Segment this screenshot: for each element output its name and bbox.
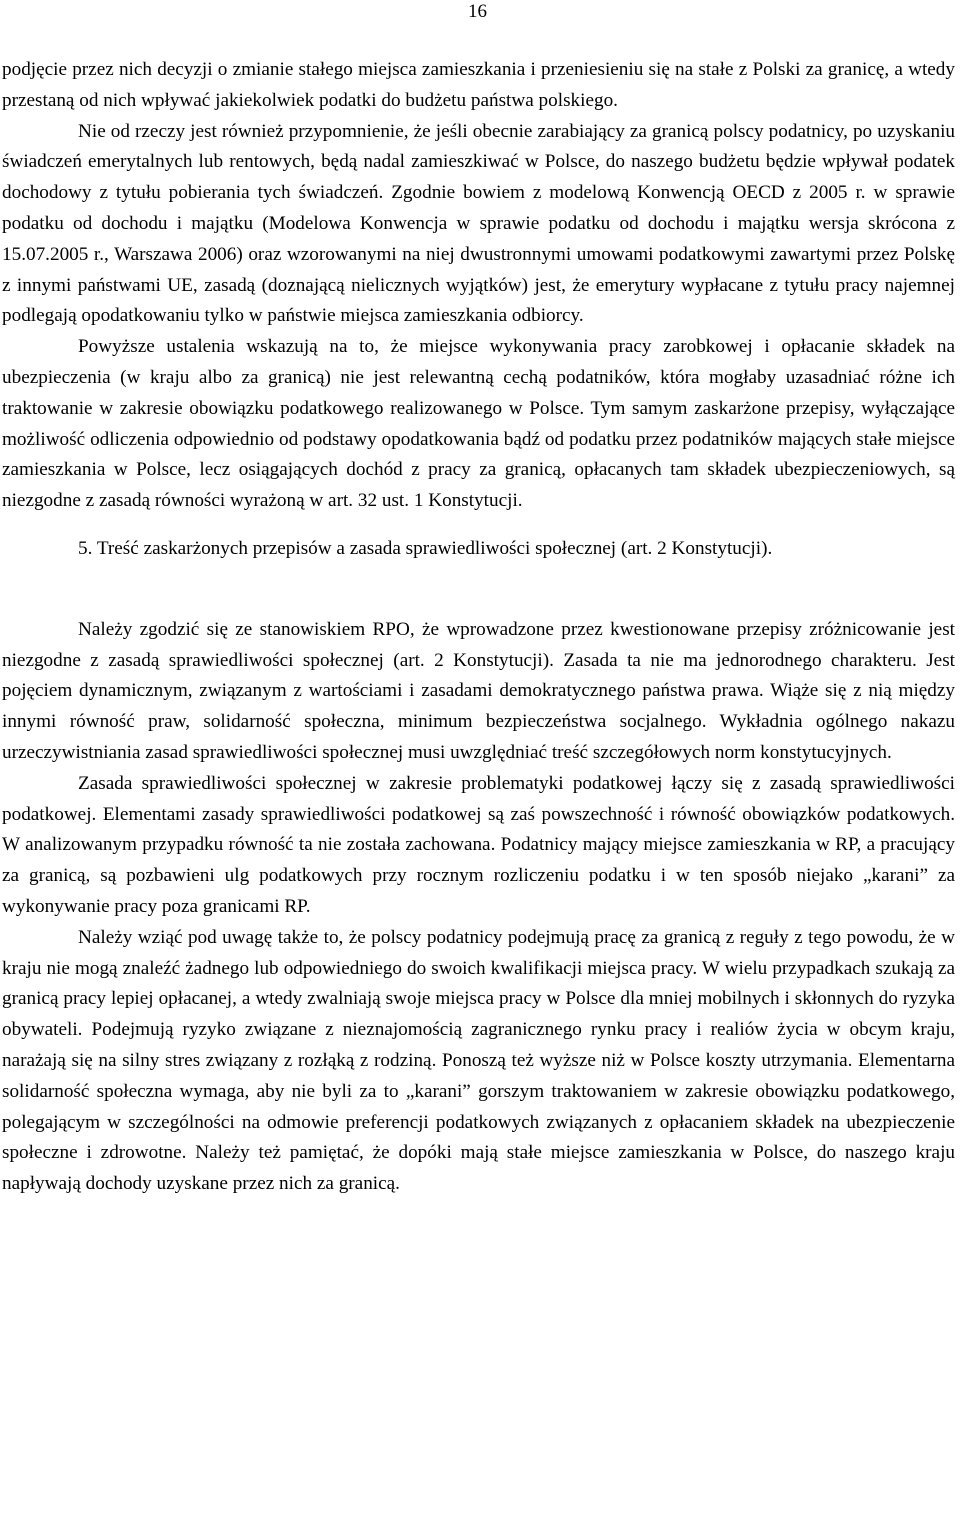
paragraph: Należy zgodzić się ze stanowiskiem RPO, że wprowadzone przez kwestionowane przepisy zróżnicowanie jest niezgodne z zasadą sprawiedliwości społecznej (art. 2 Konstytucji). Zasada ta nie ma jednorodnego charakteru. Jest pojęciem dynamicznym, związanym z wartościami i zasadami demokratycznego państwa prawa. Wiąże się z nią między innymi równość praw, solidarność społeczna, minimum bezpieczeństwa socjalnego. Wykładnia ogólnego nakazu urzeczywistniania zasad sprawiedliwości społecznej musi uwzględniać treść szczegółowych norm konstytucyjnych. [2, 618, 955, 763]
document-body [2, 55, 955, 1200]
paragraph: podjęcie przez nich decyzji o zmianie stałego miejsca zamieszkania i przeniesieniu się na stałe z Polski za granicę, a wtedy przestaną od nich wpływać jakiekolwiek podatki do budżetu państwa polskiego. [2, 59, 955, 111]
section-heading: 5. Treść zaskarżonych przepisów a zasada sprawiedliwości społecznej (art. 2 Konstytucji). [78, 537, 773, 559]
page-number: 16 [468, 1, 487, 22]
paragraph: Powyższe ustalenia wskazują na to, że miejsce wykonywania pracy zarobkowej i opłacanie składek na ubezpieczenia (w kraju albo za granicą) nie jest relewantną cechą podatników, która mogłaby uzasadniać różne ich traktowanie w zakresie obowiązku podatkowego realizowanego w Polsce. Tym samym zaskarżone przepisy, wyłączające możliwość odliczenia odpowiednio od podstawy opodatkowania bądź od podatku przez podatników mających stałe miejsce zamieszkania w Polsce, lecz osiągających dochód z pracy za granicą, opłacanych tam składek ubezpieczeniowych, są niezgodne z zasadą równości wyrażoną w art. 32 ust. 1 Konstytucji. [2, 336, 955, 512]
paragraph: Zasada sprawiedliwości społecznej w zakresie problematyki podatkowej łączy się z zasadą sprawiedliwości podatkowej. Elementami zasady sprawiedliwości podatkowej są zaś powszechność i równość obowiązków podatkowych. W analizowanym przypadku równość ta nie została zachowana. Podatnicy mający miejsce zamieszkania w RP, a pracujący za granicą, są pozbawieni ulg podatkowych przy rocznym rozliczeniu podatku i w ten sposób niejako „karani” za wykonywanie pracy poza granicami RP. [2, 772, 955, 917]
paragraph: Należy wziąć pod uwagę także to, że polscy podatnicy podejmują pracę za granicą z reguły z tego powodu, że w kraju nie mogą znaleźć żadnego lub odpowiedniego do swoich kwalifikacji miejsca pracy. W wielu przypadkach szukają za granicą pracy lepiej opłacanej, a wtedy zwalniają swoje miejsca pracy w Polsce dla mniej mobilnych i skłonnych do ryzyka obywateli. Podejmują ryzyko związane z nieznajomością zagranicznego rynku pracy i realiów życia w obcym kraju, narażają się na silny stres związany z rozłąką z rodziną. Ponoszą też wyższe niż w Polsce koszty utrzymania. Elementarna solidarność społeczna wymaga, aby nie byli za to „karani” gorszym traktowaniem w zakresie obowiązku podatkowego, polegającym w szczególności na odmowie preferencji podatkowych związanych z opłacaniem składek na ubezpieczenie społeczne i zdrowotne. Należy też pamiętać, że dopóki mają stałe miejsce zamieszkania w Polsce, do naszego kraju napływają dochody uzyskane przez nich za granicą. [2, 926, 955, 1195]
paragraph: Nie od rzeczy jest również przypomnienie, że jeśli obecnie zarabiający za granicą polscy podatnicy, po uzyskaniu świadczeń emerytalnych lub rentowych, będą nadal zamieszkiwać w Polsce, do naszego budżetu będzie wpływał podatek dochodowy z tytułu pobierania tych świadczeń. Zgodnie bowiem z modelową Konwencją OECD z 2005 r. w sprawie podatku od dochodu i majątku (Modelowa Konwencja w sprawie podatku od dochodu i majątku wersja skrócona z 15.07.2005 r., Warszawa 2006) oraz wzorowanymi na niej dwustronnymi umowami podatkowymi zawartymi przez Polskę z innymi państwami UE, zasadą (doznającą nielicznych wyjątków) jest, że emerytury wypłacane z tytułu pracy najemnej podlegają opodatkowaniu tylko w państwie miejsca zamieszkania odbiorcy. [2, 120, 955, 327]
